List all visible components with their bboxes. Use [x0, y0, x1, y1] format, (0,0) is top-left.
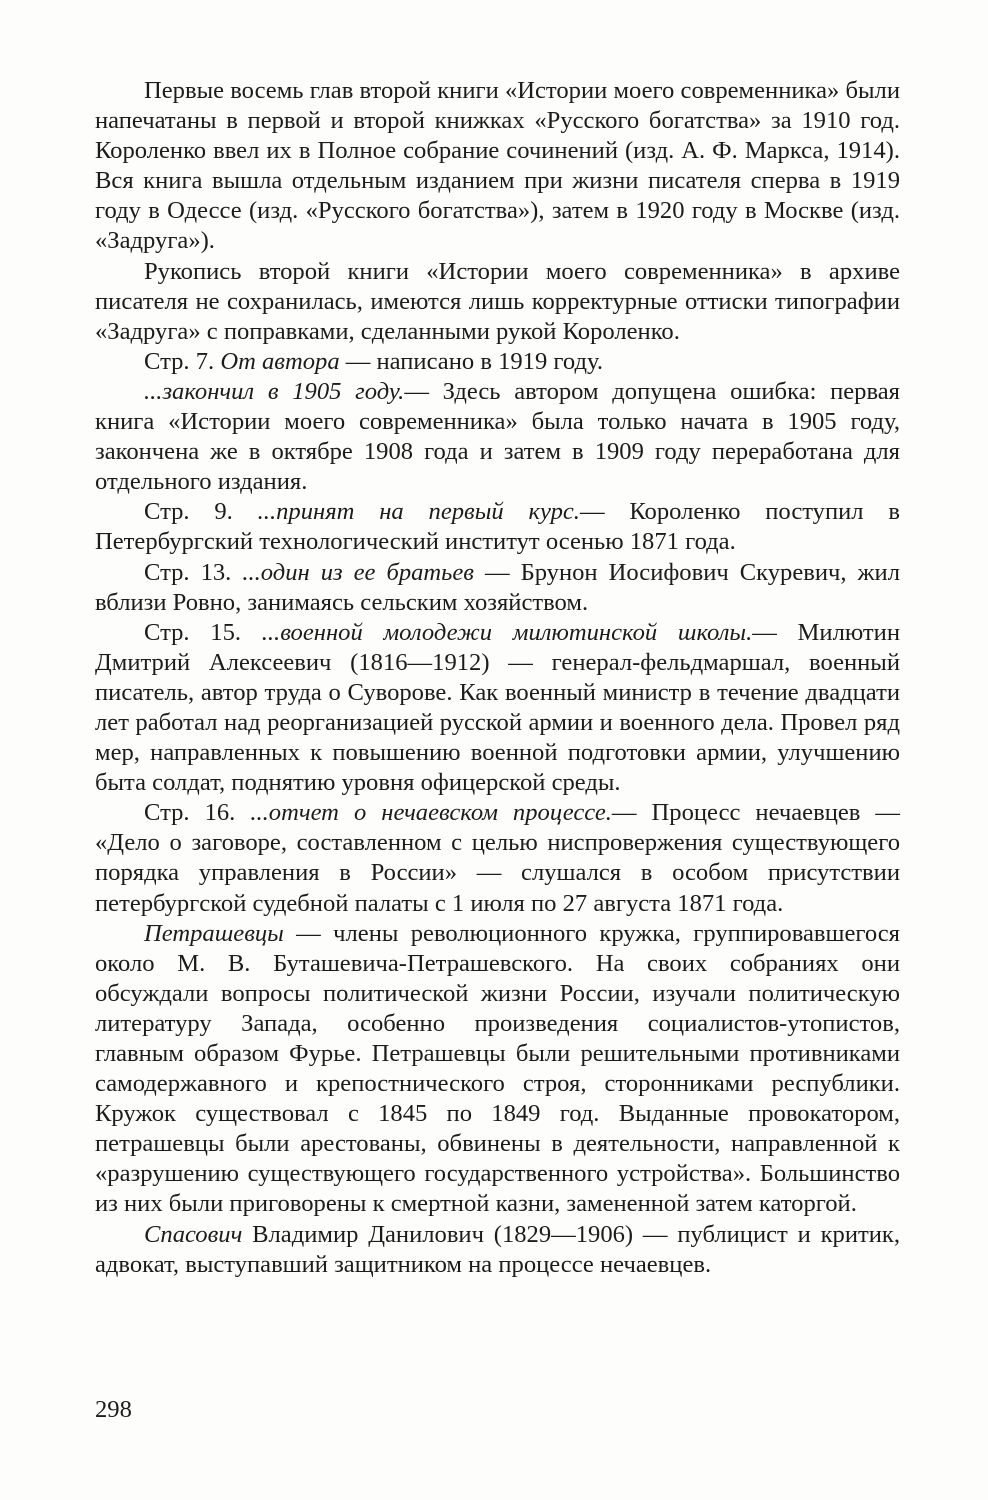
paragraph: Стр. 13. ...один из ее братьев — Брунон Иосифович Скуревич, жил вблизи Ровно, занимаясь сельским хозяйством.	[95, 558, 900, 616]
paragraph: Стр. 16. ...отчет о нечаевском процессе.— Процесс нечаевцев — «Дело о заговоре, составленном с целью ниспровержения существующего порядка управления в России» — слушался в особом присутствии петербургской судебной палаты с 1 июля по 27 августа 1871 года.	[95, 799, 900, 917]
paragraph: Рукопись второй книги «Истории моего современника» в архиве писателя не сохранилась, имеются лишь корректурные оттиски типографии «Задруга» с поправками, сделанными рукой Короленко.	[95, 257, 900, 345]
paragraph: ...закончил в 1905 году.— Здесь автором допущена ошибка: первая книга «Истории моего современника» была только начата в 1905 году, закончена же в октябре 1908 года и затем в 1909 году переработана для отдельного издания.	[95, 377, 900, 496]
paragraph: Стр. 9. ...принят на первый курс.— Короленко поступил в Петербургский технологический институт осенью 1871 года.	[95, 498, 900, 556]
paragraph: Спасович Владимир Данилович (1829—1906) — публицист и критик, адвокат, выступавший защитником на процессе нечаевцев.	[95, 1220, 900, 1278]
body-text	[95, 76, 900, 1280]
paragraph: Стр. 15. ...военной молодежи милютинской школы.— Милютин Дмитрий Алексеевич (1816—1912) — генерал-фельдмаршал, военный писатель, автор труда о Суворове. Как военный министр в течение двадцати лет работал над реорганизацией русской армии и военного дела. Провел ряд мер, направленных к повышению военной подготовки армии, улучшению быта солдат, поднятию уровня офицерской среды.	[95, 618, 900, 797]
paragraph: Первые восемь глав второй книги «Истории моего современника» были напечатаны в первой и второй книжках «Русского богатства» за 1910 год. Короленко ввел их в Полное собрание сочинений (изд. А. Ф. Маркса, 1914). Вся книга вышла отдельным изданием при жизни писателя сперва в 1919 году в Одессе (изд. «Русского богатства»), затем в 1920 году в Москве (изд. «Задруга»).	[95, 77, 900, 255]
paragraph: Стр. 7. От автора — написано в 1919 году.	[144, 347, 603, 375]
paragraph: Петрашевцы — члены революционного кружка, группировавшегося около М. В. Буташевича-Петрашевского. На своих собраниях они обсуждали вопросы политической жизни России, изучали политическую литературу Запада, особенно произведения социалистов-утопистов, главным образом Фурье. Петрашевцы были решительными противниками самодержавного и крепостнического строя, сторонниками республики. Кружок существовал с 1845 по 1849 год. Выданные провокатором, петрашевцы были арестованы, обвинены в деятельности, направленной к «разрушению существующего государственного устройства». Большинство из них были приговорены к смертной казни, замененной затем каторгой.	[95, 919, 900, 1218]
page-number: 298	[95, 1396, 132, 1423]
